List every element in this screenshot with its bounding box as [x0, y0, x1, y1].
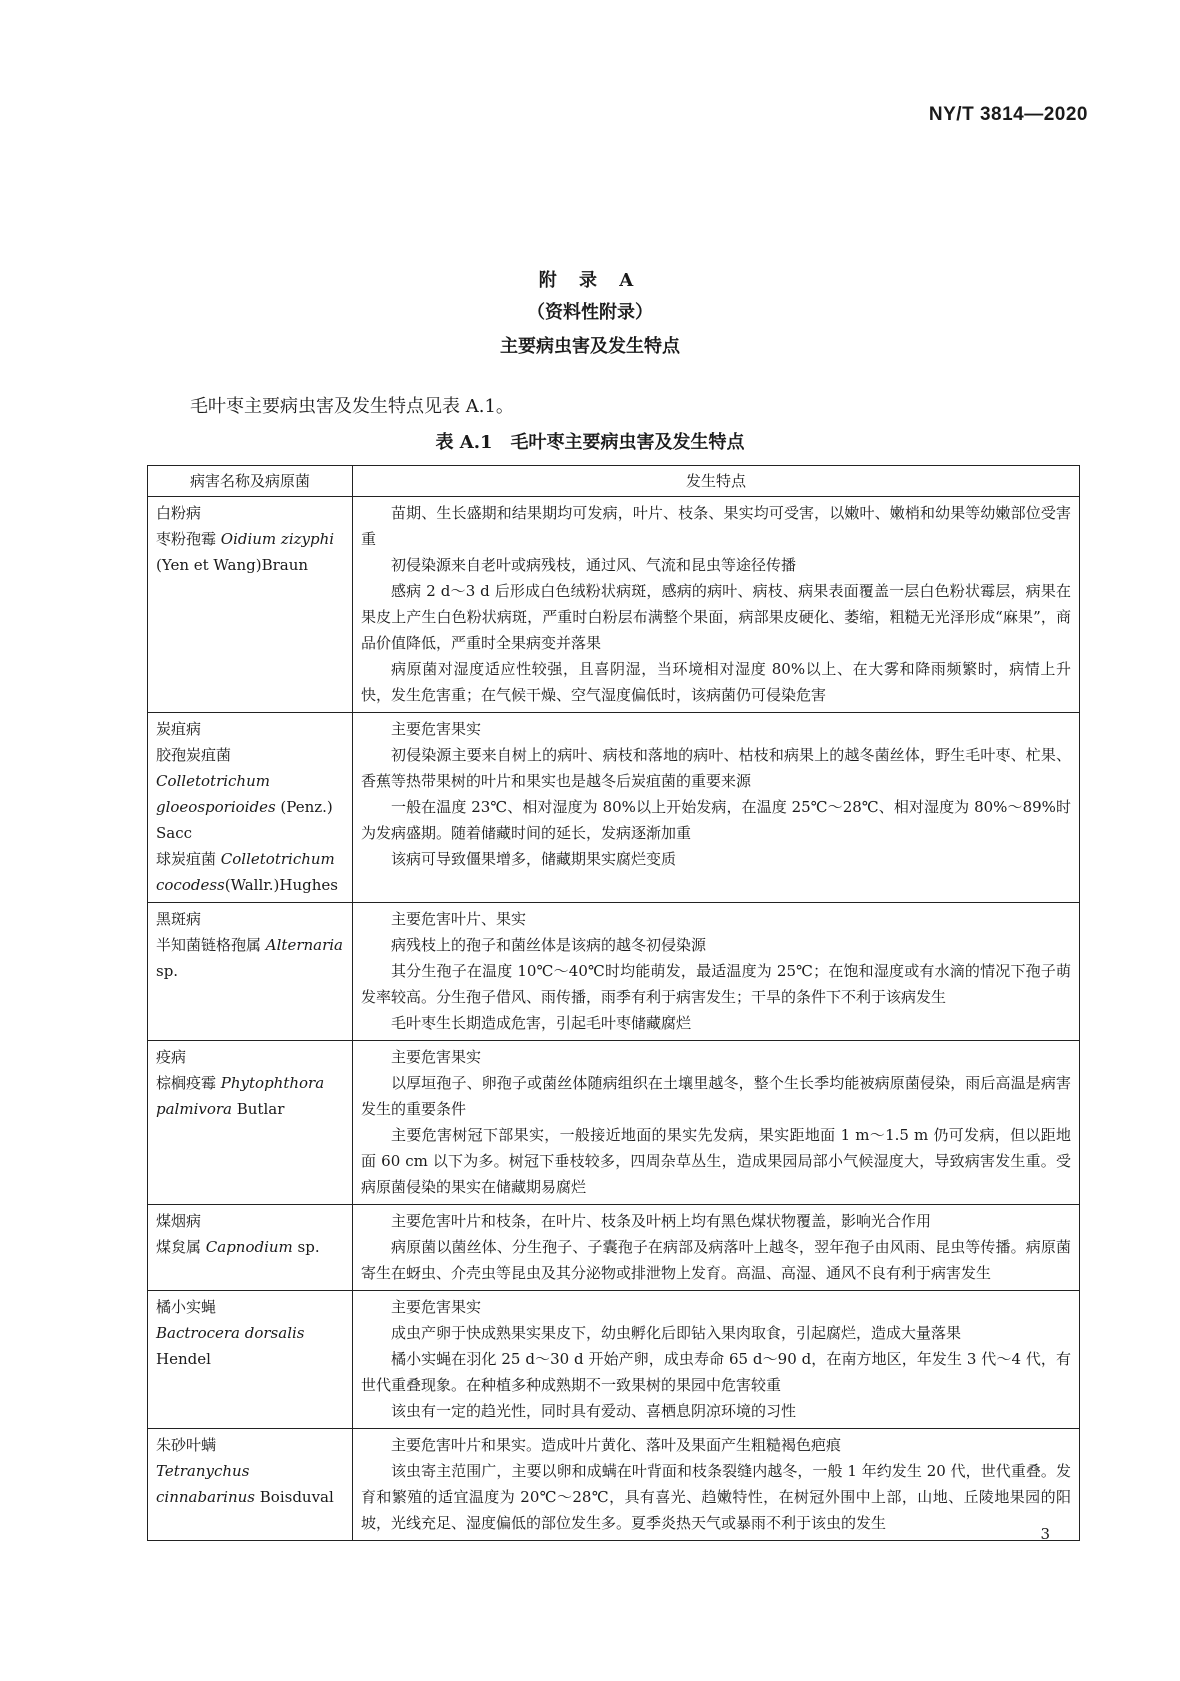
feature-paragraph: 主要危害叶片和枝条，在叶片、枝条及叶柄上均有黑色煤状物覆盖，影响光合作用 — [391, 1212, 932, 1230]
pest-name-cell — [148, 713, 353, 903]
feature-paragraph: 苗期、生长盛期和结果期均可发病，叶片、枝条、果实均可受害，以嫩叶、嫩梢和幼果等幼嫩部位受害重 — [361, 504, 1071, 548]
feature-paragraph: 感病 2 d～3 d 后形成白色绒粉状病斑，感病的病叶、病枝、病果表面覆盖一层白色粉状霉层，病果在果皮上产生白色粉状病斑，严重时白粉层布满整个果面，病部果皮硬化、萎缩，粗糙无光泽形成“麻果”，商品价值降低，严重时全果病变并落果 — [361, 582, 1071, 652]
pathogen-name: 胶孢炭疽菌 Colletotrichum gloeosporioides (Penz.) Sacc — [156, 746, 333, 842]
pathogen-name: (Yen et Wang)Braun — [156, 556, 309, 574]
pest-name: 朱砂叶螨 — [156, 1436, 217, 1454]
table-row — [148, 1291, 1080, 1429]
pathogen-name: 球炭疽菌 Colletotrichum cocodess(Wallr.)Hughes — [156, 850, 338, 894]
pest-name: 炭疽病 — [156, 720, 202, 738]
features-cell — [353, 903, 1080, 1041]
header-cell-name: 病害名称及病原菌 — [148, 466, 353, 497]
features-cell — [353, 1291, 1080, 1429]
annex-type: （资料性附录） — [527, 302, 653, 323]
table-row — [148, 903, 1080, 1041]
features-cell — [353, 1205, 1080, 1291]
table-header-row — [148, 466, 1080, 497]
pathogen-name: 枣粉孢霉 Oidium zizyphi — [156, 530, 335, 548]
feature-paragraph: 成虫产卵于快成熟果实果皮下，幼虫孵化后即钻入果肉取食，引起腐烂，造成大量落果 — [391, 1324, 962, 1342]
annex-label: 附 录 A — [538, 270, 642, 291]
page-number: 3 — [1040, 1525, 1050, 1543]
feature-paragraph: 主要危害果实 — [391, 720, 482, 738]
feature-paragraph: 初侵染源来自老叶或病残枝，通过风、气流和昆虫等途径传播 — [391, 556, 797, 574]
pest-name: 橘小实蝇 — [156, 1298, 217, 1316]
features-cell — [353, 713, 1080, 903]
pest-name: 黑斑病 — [156, 910, 202, 928]
table-row — [148, 1041, 1080, 1205]
pest-name: 煤烟病 — [156, 1212, 202, 1230]
table-row — [148, 497, 1080, 713]
table-row — [148, 713, 1080, 903]
standard-code: NY/T 3814—2020 — [928, 104, 1088, 125]
pathogen-name: 半知菌链格孢属 Alternaria sp. — [156, 936, 344, 980]
feature-paragraph: 该虫寄主范围广，主要以卵和成螨在叶背面和枝条裂缝内越冬，一般 1 年约发生 20 代，世代重叠。发育和繁殖的适宜温度为 20℃～28℃，具有喜光、趋嫩特性，在树冠外围中上部，山地、丘陵地果园的阳坡，光线充足、湿度偏低的部位发生多。夏季炎热天气或暴雨不利于该虫的发生 — [361, 1462, 1071, 1532]
feature-paragraph: 主要危害叶片和果实。造成叶片黄化、落叶及果面产生粗糙褐色疤痕 — [391, 1436, 842, 1454]
pest-name-cell — [148, 497, 353, 713]
feature-paragraph: 该虫有一定的趋光性，同时具有爱动、喜栖息阴凉环境的习性 — [391, 1402, 797, 1420]
feature-paragraph: 其分生孢子在温度 10℃～40℃时均能萌发，最适温度为 25℃；在饱和湿度或有水滴的情况下孢子萌发率较高。分生孢子借风、雨传播，雨季有利于病害发生；干旱的条件下不利于该病发生 — [361, 962, 1071, 1006]
feature-paragraph: 初侵染源主要来自树上的病叶、病枝和落地的病叶、枯枝和病果上的越冬菌丝体，野生毛叶枣、杧果、香蕉等热带果树的叶片和果实也是越冬后炭疽菌的重要来源 — [361, 746, 1071, 790]
feature-paragraph: 主要危害树冠下部果实，一般接近地面的果实先发病，果实距地面 1 m～1.5 m 仍可发病，但以距地面 60 cm 以下为多。树冠下垂枝较多，四周杂草丛生，造成果园局部小气候湿度大，导致病害发生重。受病原菌侵染的果实在储藏期易腐烂 — [361, 1126, 1071, 1196]
feature-paragraph: 主要危害叶片、果实 — [391, 910, 527, 928]
feature-paragraph: 主要危害果实 — [391, 1298, 482, 1316]
features-cell — [353, 1041, 1080, 1205]
pest-table — [147, 465, 1080, 1541]
feature-paragraph: 毛叶枣生长期造成危害，引起毛叶枣储藏腐烂 — [391, 1014, 692, 1032]
feature-paragraph: 病残枝上的孢子和菌丝体是该病的越冬初侵染源 — [391, 936, 707, 954]
feature-paragraph: 主要危害果实 — [391, 1048, 482, 1066]
feature-paragraph: 一般在温度 23℃、相对湿度为 80%以上开始发病，在温度 25℃～28℃、相对湿度为 80%～89%时为发病盛期。随着储藏时间的延长，发病逐渐加重 — [361, 798, 1071, 842]
features-cell — [353, 497, 1080, 713]
feature-paragraph: 病原菌对湿度适应性较强，且喜阴湿，当环境相对湿度 80%以上、在大雾和降雨频繁时，病情上升快，发生危害重；在气候干燥、空气湿度偏低时，该病菌仍可侵染危害 — [361, 660, 1071, 704]
table-row — [148, 1429, 1080, 1541]
pest-name: 白粉病 — [156, 504, 202, 522]
pathogen-name: Tetranychus cinnabarinus Boisduval — [156, 1462, 334, 1506]
features-cell — [353, 1429, 1080, 1541]
pest-name-cell — [148, 1041, 353, 1205]
pest-name-cell — [148, 1205, 353, 1291]
pest-name-cell — [148, 903, 353, 1041]
pest-name-cell — [148, 1429, 353, 1541]
pest-name-cell — [148, 1291, 353, 1429]
annex-title: 主要病虫害及发生特点 — [500, 336, 680, 357]
feature-paragraph: 橘小实蝇在羽化 25 d～30 d 开始产卵，成虫寿命 65 d～90 d，在南方地区，年发生 3 代～4 代，有世代重叠现象。在种植多种成熟期不一致果树的果园中危害较重 — [361, 1350, 1071, 1394]
feature-paragraph: 病原菌以菌丝体、分生孢子、子囊孢子在病部及病落叶上越冬，翌年孢子由风雨、昆虫等传播。病原菌寄生在蚜虫、介壳虫等昆虫及其分泌物或排泄物上发育。高温、高湿、通风不良有利于病害发生 — [361, 1238, 1071, 1282]
pathogen-name: Bactrocera dorsalis Hendel — [156, 1324, 305, 1368]
table-title: 表 A.1 毛叶枣主要病虫害及发生特点 — [435, 432, 745, 453]
feature-paragraph: 以厚垣孢子、卵孢子或菌丝体随病组织在土壤里越冬，整个生长季均能被病原菌侵染，雨后高温是病害发生的重要条件 — [361, 1074, 1071, 1118]
pest-name: 疫病 — [156, 1048, 187, 1066]
intro-text: 毛叶枣主要病虫害及发生特点见表 A.1。 — [190, 396, 514, 417]
header-cell-features: 发生特点 — [353, 466, 1080, 497]
table-row — [148, 1205, 1080, 1291]
pathogen-name: 棕榈疫霉 Phytophthora palmivora Butlar — [156, 1074, 325, 1118]
feature-paragraph: 该病可导致僵果增多，储藏期果实腐烂变质 — [391, 850, 677, 868]
pathogen-name: 煤炱属 Capnodium sp. — [156, 1238, 320, 1256]
